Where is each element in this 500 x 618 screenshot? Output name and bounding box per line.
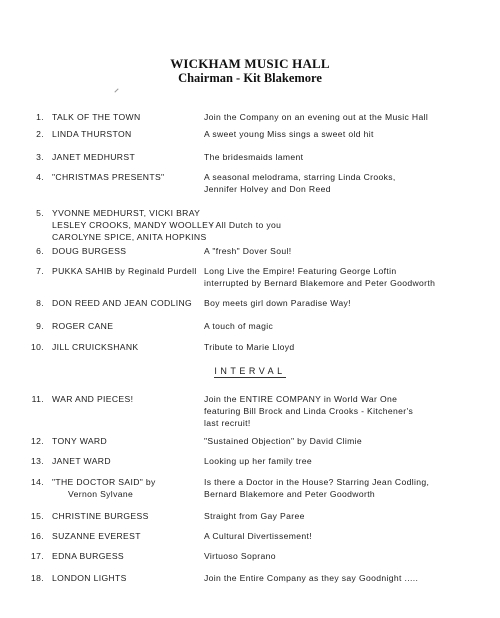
act-name (52, 435, 202, 447)
act-name (52, 151, 202, 163)
act-description-line: Is there a Doctor in the House? Starring Jean Codling, (204, 477, 430, 487)
interval-label: INTERVAL (214, 366, 286, 376)
act-name (52, 476, 202, 500)
act-name (52, 572, 202, 584)
act-name-line: YVONNE MEDHURST, VICKI BRAY (52, 208, 201, 218)
act-description (204, 265, 494, 289)
act-name (52, 207, 215, 243)
act-name (52, 128, 202, 140)
item-number: 9. (36, 321, 44, 331)
act-description-line: Join the ENTIRE COMPANY in World War One (204, 394, 398, 404)
act-name-line: DOUG BURGESS (52, 246, 127, 256)
act-name (52, 111, 202, 123)
act-description-line: Bernard Blakemore and Peter Goodworth (204, 489, 376, 499)
act-name (52, 171, 202, 183)
act-name (52, 297, 202, 309)
item-number: 7. (36, 266, 44, 276)
act-name (52, 245, 202, 257)
act-description (204, 128, 494, 140)
act-name-line: Vernon Sylvane (68, 489, 134, 499)
act-description-line: A "fresh" Dover Soul! (204, 246, 292, 256)
act-name-line: EDNA BURGESS (52, 551, 125, 561)
act-description-line: "Sustained Objection" by David Climie (204, 436, 363, 446)
act-name-line: TALK OF THE TOWN (52, 112, 141, 122)
act-name (52, 341, 202, 353)
act-description-line: Virtuoso Soprano (204, 551, 276, 561)
act-description (204, 476, 494, 500)
act-name-line: PUKKA SAHIB by Reginald Purdell (52, 266, 197, 276)
item-number: 13. (31, 456, 44, 466)
act-description (204, 530, 494, 542)
act-name-line: CAROLYNE SPICE, ANITA HOPKINS (52, 232, 207, 242)
act-name (52, 510, 202, 522)
act-name (52, 265, 202, 277)
item-number: 6. (36, 246, 44, 256)
item-number: 14. (31, 477, 44, 487)
act-name-line: SUZANNE EVEREST (52, 531, 141, 541)
act-name-line: TONY WARD (52, 436, 108, 446)
act-description (204, 341, 494, 353)
act-description-line: Jennifer Holvey and Don Reed (204, 184, 331, 194)
act-description (204, 297, 494, 309)
act-description (204, 393, 494, 429)
act-description-line: Tribute to Marie Lloyd (204, 342, 295, 352)
act-description-line: A touch of magic (204, 321, 274, 331)
act-description (204, 510, 494, 522)
act-name (52, 530, 202, 542)
act-name (52, 455, 202, 467)
item-number: 18. (31, 573, 44, 583)
act-description (204, 550, 494, 562)
act-description-line: A seasonal melodrama, starring Linda Crooks, (204, 172, 396, 182)
act-name-line: WAR AND PIECES! (52, 394, 134, 404)
item-number: 3. (36, 152, 44, 162)
act-description-line: featuring Bill Brock and Linda Crooks - Kitchener's (204, 406, 414, 416)
act-description (204, 151, 494, 163)
act-name-line: JILL CRUICKSHANK (52, 342, 139, 352)
act-name (52, 320, 202, 332)
item-number: 4. (36, 172, 44, 182)
act-name-line: DON REED AND JEAN CODLING (52, 298, 193, 308)
act-description-line: - All Dutch to you (210, 220, 282, 230)
act-name-line: CHRISTINE BURGESS (52, 511, 149, 521)
act-description-line: Boy meets girl down Paradise Way! (204, 298, 351, 308)
act-description-line: A sweet young Miss sings a sweet old hit (204, 129, 374, 139)
act-description-line: Looking up her family tree (204, 456, 312, 466)
act-description (204, 111, 494, 123)
item-number: 16. (31, 531, 44, 541)
act-description-line: Straight from Gay Paree (204, 511, 305, 521)
act-name (52, 393, 202, 405)
act-name (52, 550, 202, 562)
act-description (204, 435, 494, 447)
act-name-line: JANET MEDHURST (52, 152, 136, 162)
act-description (204, 245, 494, 257)
act-description-line: last recruit! (204, 418, 251, 428)
item-number: 2. (36, 129, 44, 139)
interval-heading (0, 366, 500, 376)
act-description-line: The bridesmaids lament (204, 152, 304, 162)
page-subtitle: Chairman - Kit Blakemore (178, 71, 322, 85)
item-number: 10. (31, 342, 44, 352)
act-name-line: LINDA THURSTON (52, 129, 132, 139)
act-name-line: ROGER CANE (52, 321, 114, 331)
item-number: 12. (31, 436, 44, 446)
item-number: 8. (36, 298, 44, 308)
act-name-line: "THE DOCTOR SAID" by (52, 477, 156, 487)
item-number: 1. (36, 112, 44, 122)
act-description-line: interrupted by Bernard Blakemore and Peter Goodworth (204, 278, 436, 288)
item-number: 11. (31, 394, 44, 404)
page-title: WICKHAM MUSIC HALL (170, 56, 330, 71)
act-description-line: Long Live the Empire! Featuring George Loftin (204, 266, 397, 276)
pen-mark (114, 88, 118, 92)
act-name-line: LESLEY CROOKS, MANDY WOOLLEY (52, 220, 215, 230)
act-name-line: JANET WARD (52, 456, 111, 466)
item-number: 5. (36, 208, 44, 218)
act-description (210, 219, 500, 231)
act-description-line: Join the Company on an evening out at the Music Hall (204, 112, 429, 122)
act-description-line: Join the Entire Company as they say Goodnight ..... (204, 573, 419, 583)
act-name-line: LONDON LIGHTS (52, 573, 127, 583)
item-number: 17. (31, 551, 44, 561)
act-name-line: "CHRISTMAS PRESENTS" (52, 172, 165, 182)
item-number: 15. (31, 511, 44, 521)
act-description (204, 572, 494, 584)
act-description-line: A Cultural Divertissement! (204, 531, 312, 541)
act-description (204, 320, 494, 332)
act-description (204, 171, 494, 195)
act-description (204, 455, 494, 467)
